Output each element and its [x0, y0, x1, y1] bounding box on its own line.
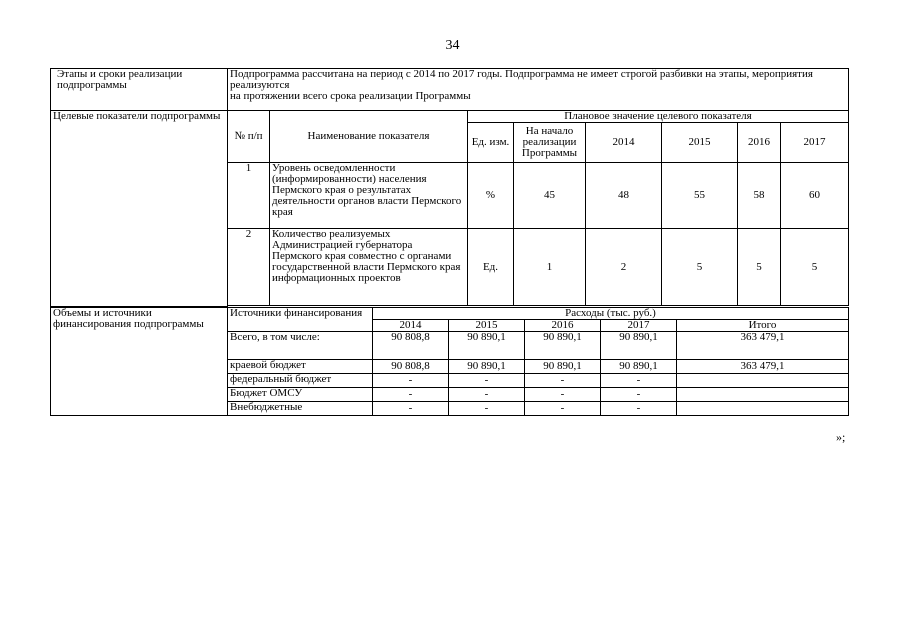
closing-quote-mark: »; — [836, 430, 846, 444]
finance-row-total: 363 479,1 — [677, 332, 849, 360]
finance-row-2017: 90 890,1 — [601, 360, 677, 374]
finance-row-2014: - — [373, 374, 449, 388]
finance-row-2015: 90 890,1 — [449, 360, 525, 374]
finance-row-2015: 90 890,1 — [449, 332, 525, 360]
finance-total-header: Итого — [677, 320, 849, 332]
finance-row-2017: - — [601, 388, 677, 402]
finance-row-2016: - — [525, 388, 601, 402]
target-row-start: 1 — [514, 229, 586, 306]
finance-row-total — [677, 388, 849, 402]
targets-name-header: Наименование показателя — [270, 111, 468, 163]
finance-label: Объемы и источники финансирования подпрограммы — [51, 308, 228, 416]
target-row-2015: 55 — [662, 163, 738, 229]
finance-table — [50, 307, 849, 416]
stages-label: Этапы и сроки реализации подпрограммы — [51, 69, 228, 111]
finance-row-total — [677, 402, 849, 416]
finance-row-2016: - — [525, 402, 601, 416]
finance-row-total: 363 479,1 — [677, 360, 849, 374]
targets-label: Целевые показатели подпрограммы — [51, 111, 228, 307]
target-row-num: 1 — [228, 163, 270, 229]
target-row-2014: 48 — [586, 163, 662, 229]
targets-2016-header: 2016 — [738, 123, 781, 163]
targets-2015-header: 2015 — [662, 123, 738, 163]
targets-unit-header: Ед. изм. — [468, 123, 514, 163]
finance-expenses-header: Расходы (тыс. руб.) — [373, 308, 849, 320]
target-row-2017: 5 — [781, 229, 849, 306]
targets-2014-header: 2014 — [586, 123, 662, 163]
target-row-2014: 2 — [586, 229, 662, 306]
target-row-unit: Ед. — [468, 229, 514, 306]
target-row-name: Количество реализуемых Администрацией губернатора Пермского края совместно с органами государственной власти Пермского края информационных проектов — [270, 229, 468, 306]
finance-row-2014: 90 808,8 — [373, 360, 449, 374]
finance-source-header: Источники финансирования — [228, 308, 373, 332]
targets-start-header: На начало реализации Программы — [514, 123, 586, 163]
target-row-unit: % — [468, 163, 514, 229]
target-row-2016: 58 — [738, 163, 781, 229]
stages-text — [228, 69, 849, 111]
page-number: 34 — [445, 38, 460, 53]
finance-row-name: краевой бюджет — [228, 360, 373, 374]
finance-year-2014: 2014 — [373, 320, 449, 332]
subprogram-passport-table — [50, 68, 849, 307]
target-row-2015: 5 — [662, 229, 738, 306]
target-row-num: 2 — [228, 229, 270, 306]
finance-year-2016: 2016 — [525, 320, 601, 332]
target-row-start: 45 — [514, 163, 586, 229]
finance-row-name: Всего, в том числе: — [228, 332, 373, 360]
finance-year-2017: 2017 — [601, 320, 677, 332]
targets-group-header: Плановое значение целевого показателя — [468, 111, 849, 123]
finance-row-name: Бюджет ОМСУ — [228, 388, 373, 402]
finance-row-2015: - — [449, 402, 525, 416]
finance-row-total — [677, 374, 849, 388]
finance-row-name: Внебюджетные — [228, 402, 373, 416]
finance-row-2014: - — [373, 388, 449, 402]
finance-row-2015: - — [449, 388, 525, 402]
finance-row-2014: - — [373, 402, 449, 416]
finance-row-2014: 90 808,8 — [373, 332, 449, 360]
finance-row-2017: - — [601, 374, 677, 388]
finance-row-2017: 90 890,1 — [601, 332, 677, 360]
finance-row-2017: - — [601, 402, 677, 416]
target-row-name: Уровень осведомленности (информированности) населения Пермского края о результатах деятельности органов власти Пермского края — [270, 163, 468, 229]
finance-row-2016: - — [525, 374, 601, 388]
finance-row-2015: - — [449, 374, 525, 388]
finance-year-2015: 2015 — [449, 320, 525, 332]
stages-text-continuation: на протяжении всего срока реализации Программы — [230, 90, 471, 102]
target-row-2017: 60 — [781, 163, 849, 229]
targets-2017-header: 2017 — [781, 123, 849, 163]
finance-row-2016: 90 890,1 — [525, 360, 601, 374]
target-row-2016: 5 — [738, 229, 781, 306]
finance-row-2016: 90 890,1 — [525, 332, 601, 360]
stages-text-main: Подпрограмма рассчитана на период с 2014 по 2017 годы. Подпрограмма не имеет строгой разбивки на этапы, мероприятия реализуются — [230, 68, 813, 91]
finance-row-name: федеральный бюджет — [228, 374, 373, 388]
targets-num-header: № п/п — [228, 111, 270, 163]
